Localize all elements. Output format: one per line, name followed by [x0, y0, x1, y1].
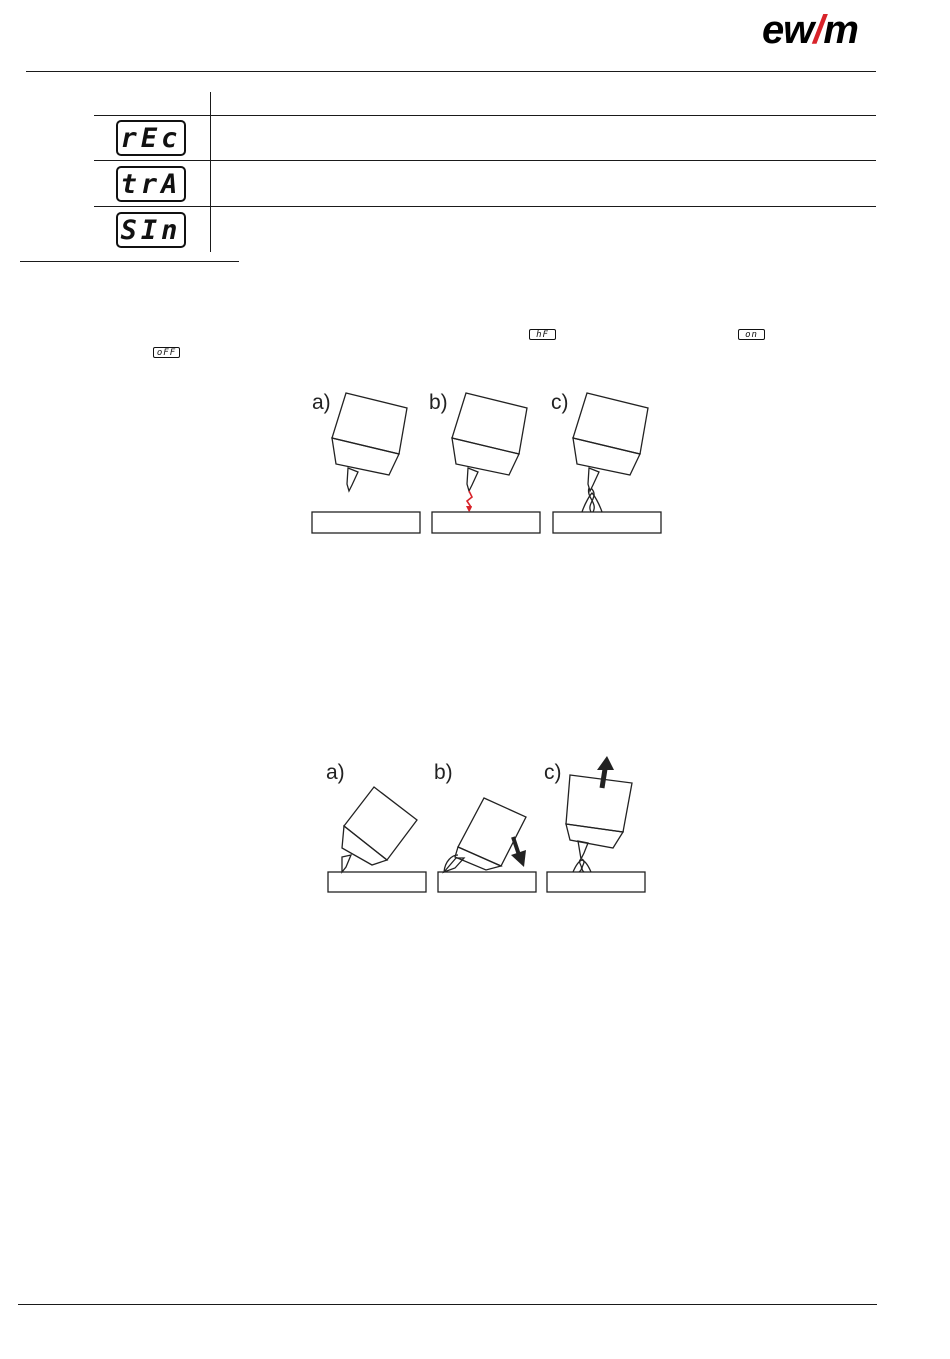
table-row-rule — [94, 206, 876, 207]
ewm-logo: ew/m — [761, 8, 858, 52]
panel-label-a: a) — [326, 761, 345, 784]
workpiece-a — [328, 872, 426, 892]
table-row-rule — [94, 115, 876, 116]
torch-a — [332, 393, 407, 491]
display-on-icon: on — [738, 329, 765, 340]
torch-c — [566, 775, 632, 872]
up-arrow-icon — [597, 756, 614, 788]
display-sin-icon: SIn — [116, 212, 186, 248]
torch-a — [342, 787, 417, 872]
arc-c — [589, 488, 595, 512]
display-tra-icon: trA — [116, 166, 186, 202]
panel-label-c: c) — [544, 761, 562, 784]
panel-label-c: c) — [551, 391, 569, 414]
footnote-rule — [20, 261, 239, 262]
footer-rule — [18, 1304, 877, 1305]
workpiece-b — [438, 872, 536, 892]
display-off-icon: oFF — [153, 347, 180, 358]
table-row-rule — [94, 160, 876, 161]
panel-label-b: b) — [434, 761, 453, 784]
down-arrow-icon — [511, 837, 526, 867]
torch-c — [573, 393, 648, 512]
hf-ignition-figure — [300, 385, 670, 540]
workpiece-a — [312, 512, 420, 533]
panel-label-b: b) — [429, 391, 448, 414]
workpiece-c — [553, 512, 661, 533]
table-column-divider — [210, 92, 211, 252]
torch-b — [452, 393, 527, 491]
panel-label-a: a) — [312, 391, 331, 414]
display-hf-icon: hF — [529, 329, 556, 340]
workpiece-b — [432, 512, 540, 533]
display-rec-icon: rEc — [116, 120, 186, 156]
liftarc-ignition-figure — [320, 755, 660, 900]
header-rule — [26, 71, 876, 72]
workpiece-c — [547, 872, 645, 892]
torch-b — [444, 798, 526, 872]
